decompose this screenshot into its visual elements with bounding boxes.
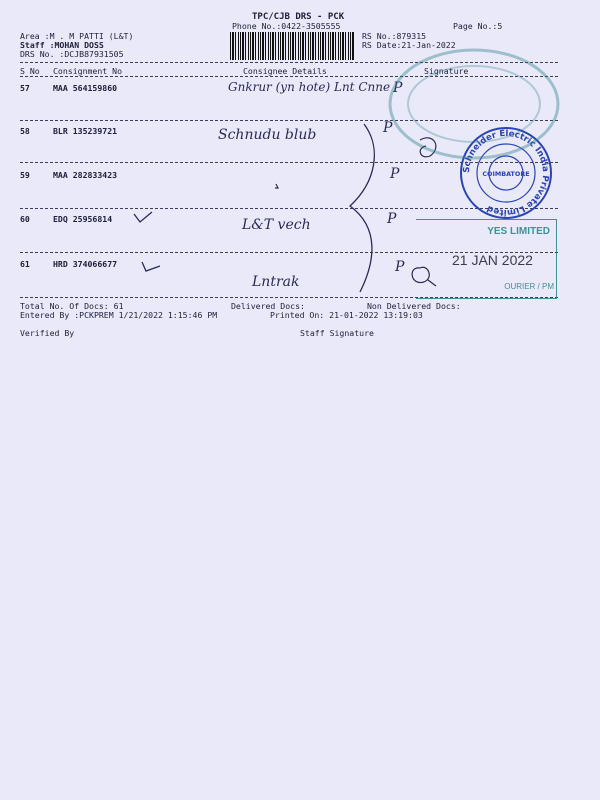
row-sno: 61 (20, 259, 30, 269)
seal-text: Schneider Electric India Private Limited (461, 128, 551, 218)
row-sno: 59 (20, 170, 30, 180)
delivery-mark: P (393, 80, 403, 96)
col-sno: S No (20, 66, 40, 76)
handwritten-consignee: Schnudu blub (218, 127, 317, 143)
delivery-mark: P (390, 166, 400, 182)
oval-stamp (384, 44, 564, 164)
seal-center-text: COIMBATORE (482, 170, 530, 178)
delivered-docs: Delivered Docs: (231, 301, 305, 311)
courier-stamp-footer: OURIER / PM (504, 282, 554, 291)
row-sno: 58 (20, 126, 30, 136)
page-number: Page No.:5 (453, 21, 503, 31)
handwritten-consignee: Lntrak (252, 274, 300, 290)
courier-stamp-date: 21 JAN 2022 (452, 252, 533, 268)
rs-date: RS Date:21-Jan-2022 (362, 40, 456, 50)
total-docs: Total No. Of Docs: 61 (20, 301, 124, 311)
col-signature: Signature (424, 66, 469, 76)
row-consignment: EDQ 25956814 (53, 214, 113, 224)
col-consignment: Consignment No (53, 66, 123, 76)
courier-stamp-title: YES LIMITED (487, 226, 550, 237)
row-consignment: BLR 135239721 (53, 126, 118, 136)
handwritten-consignee: Gnkrur (yn hote) Lnt Cnne (228, 80, 391, 94)
area-label: Area :M . M PATTI (L&T) (20, 31, 134, 41)
delivery-mark: P (387, 211, 397, 227)
delivery-mark: P (383, 120, 393, 136)
staff-signature: Staff Signature (300, 328, 374, 338)
entered-by: Entered By :PCKPREM 1/21/2022 1:15:46 PM (20, 310, 218, 320)
staff-label: Staff :MOHAN DOSS (20, 40, 104, 50)
phone-number: Phone No.:0422-3505555 (232, 21, 341, 31)
delivery-mark: P (395, 259, 405, 275)
row-consignment: MAA 564159860 (53, 83, 118, 93)
col-consignee: Consignee Details (243, 66, 327, 76)
row-consignment: HRD 374066677 (53, 259, 118, 269)
row-consignment: MAA 282833423 (53, 170, 118, 180)
rs-number: RS No.:879315 (362, 31, 427, 41)
verified-by: Verified By (20, 328, 75, 338)
drs-number: DRS No. :DCJB87931505 (20, 49, 124, 59)
courier-stamp (416, 219, 557, 299)
printed-on: Printed On: 21-01-2022 13:19:03 (270, 310, 423, 320)
row-sno: 60 (20, 214, 30, 224)
handwritten-consignee: L&T vech (242, 217, 311, 233)
non-delivered-docs: Non Delivered Docs: (367, 301, 461, 311)
report-title: TPC/CJB DRS - PCK (252, 12, 345, 22)
row-sno: 57 (20, 83, 30, 93)
